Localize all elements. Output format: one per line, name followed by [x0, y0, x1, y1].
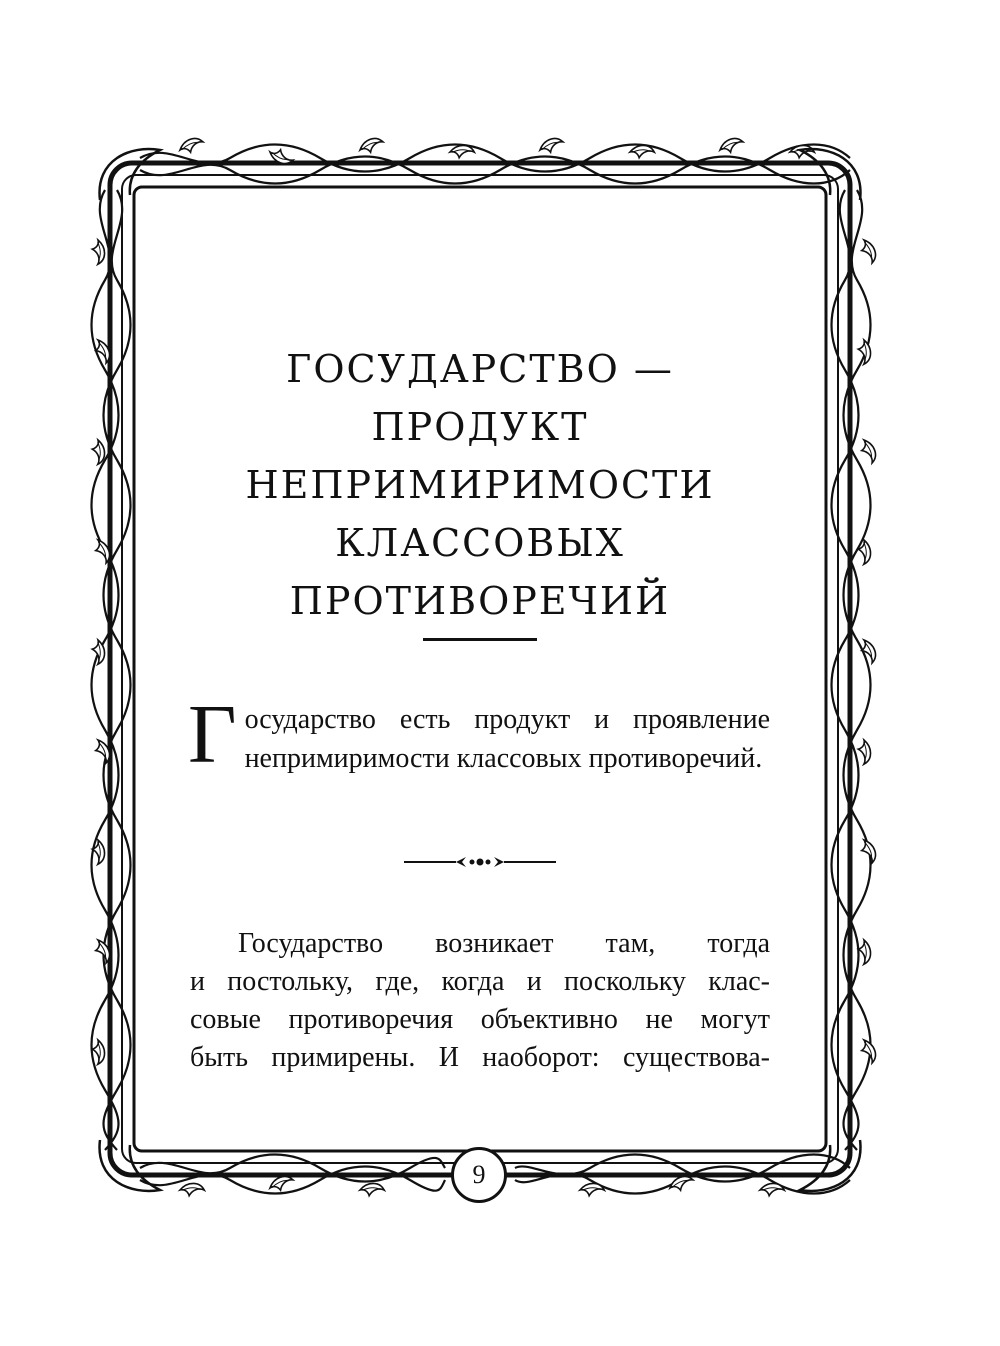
page-number: 9 — [472, 1160, 486, 1189]
section-divider-ornament — [400, 850, 560, 874]
body-line: быть примирены. И наоборот: существова- — [190, 1042, 770, 1073]
intro-paragraph — [188, 688, 770, 781]
body-line: совые противоречия объективно не могут — [190, 1004, 770, 1035]
body-paragraph — [190, 925, 770, 1077]
intro-paragraph-text: осударство есть продукт и проявление непримиримости классовых противоречий. — [244, 704, 770, 774]
body-line: и постольку, где, когда и поскольку клас- — [190, 966, 770, 997]
heading-line: КЛАССОВЫХ — [335, 521, 625, 565]
heading-line: ГОСУДАРСТВО — — [286, 347, 674, 391]
body-line: Государство возникает там, тогда — [238, 928, 770, 959]
heading-line: ПРОТИВОРЕЧИЙ — [289, 579, 671, 623]
page-number-badge — [451, 1147, 507, 1203]
heading-line: НЕПРИМИРИМОСТИ — [245, 463, 715, 507]
heading-underline — [423, 638, 537, 641]
drop-cap: Г — [188, 688, 237, 781]
heading-line: ПРОДУКТ — [371, 405, 589, 449]
chapter-heading — [160, 340, 800, 630]
